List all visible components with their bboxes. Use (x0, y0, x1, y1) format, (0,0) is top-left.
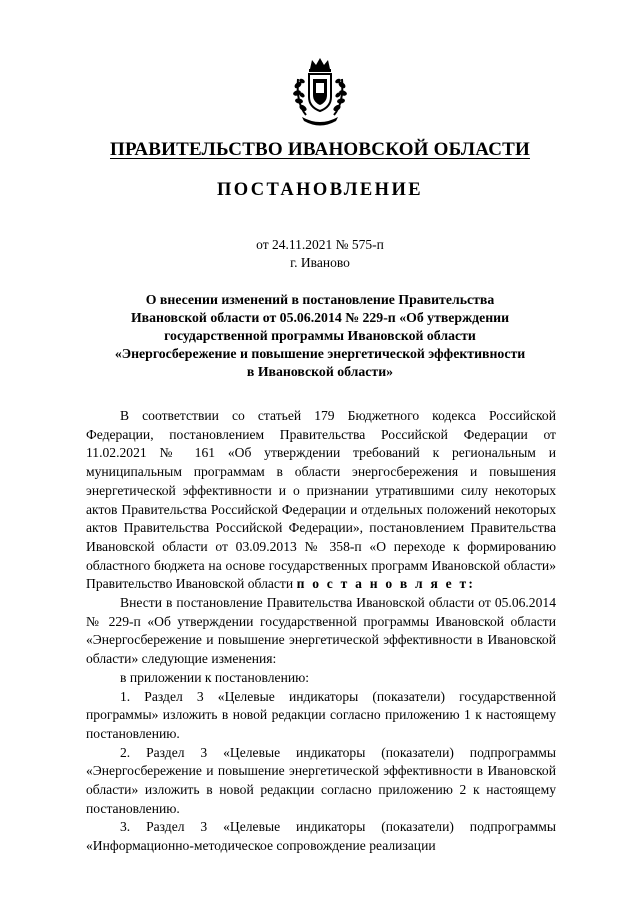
title-line: О внесении изменений в постановление Правительства (145, 292, 495, 307)
paragraph-preamble (86, 407, 556, 594)
date-number: от 24.11.2021 № 575-п (256, 237, 384, 252)
paragraph-amend: Внести в постановление Правительства Ивановской области от 05.06.2014 № 229-п «Об утверждении государственной программы Ивановской области «Энергосбережение и повышение энергетической эффективности в Ивановской области» следующие изменения: (86, 595, 556, 667)
document-body (86, 407, 556, 856)
paragraph-item-1: 1. Раздел 3 «Целевые индикаторы (показатели) государственной программы» изложить в новой редакции согласно приложению 1 к настоящему постановлению. (86, 688, 556, 741)
document-meta (0, 236, 640, 272)
document-title (90, 291, 550, 381)
title-line: государственной программы Ивановской области (164, 328, 476, 343)
organization-name: ПРАВИТЕЛЬСТВО ИВАНОВСКОЙ ОБЛАСТИ (110, 139, 530, 160)
paragraph-item-3: 3. Раздел 3 «Целевые индикаторы (показатели) подпрограммы «Информационно-методическое сопровождение реализации (86, 819, 556, 854)
paragraph-annex: в приложении к постановлению: (120, 669, 310, 685)
document-type: ПОСТАНОВЛЕНИЕ (216, 180, 423, 200)
title-line: Ивановской области от 05.06.2014 № 229-п «Об утверждении (130, 310, 510, 325)
paragraph-item-2: 2. Раздел 3 «Целевые индикаторы (показатели) подпрограммы «Энергосбережение и повышение энергетической эффективности в Ивановской области» изложить в новой редакции согласно приложению 2 к настоящему постановлению. (86, 744, 556, 816)
coat-of-arms-icon (288, 55, 352, 129)
preamble-text: В соответствии со статьей 179 Бюджетного кодекса Российской Федерации, постановлением Правительства Российской Федерации от 11.02.2021 № 161 «Об утверждении требований к региональным и муниципальным программам в области энергосбережения и повышения энергетической эффективности и о признании утратившими силу некоторых актов Правительства Российской Федерации и отдельных положений некоторых актов Правительства Российской Федерации», постановлением Правительства Ивановской области от 03.09.2013 № 358-п «О переходе к формированию областного бюджета на основе государственных программ Ивановской области» Правительство Ивановской области (86, 408, 556, 592)
city: г. Иваново (290, 255, 350, 270)
title-line: «Энергосбережение и повышение энергетической эффективности (114, 346, 526, 361)
title-line: в Ивановской области» (246, 364, 394, 379)
resolves-emphasis: п о с т а н о в л я е т: (296, 576, 476, 592)
